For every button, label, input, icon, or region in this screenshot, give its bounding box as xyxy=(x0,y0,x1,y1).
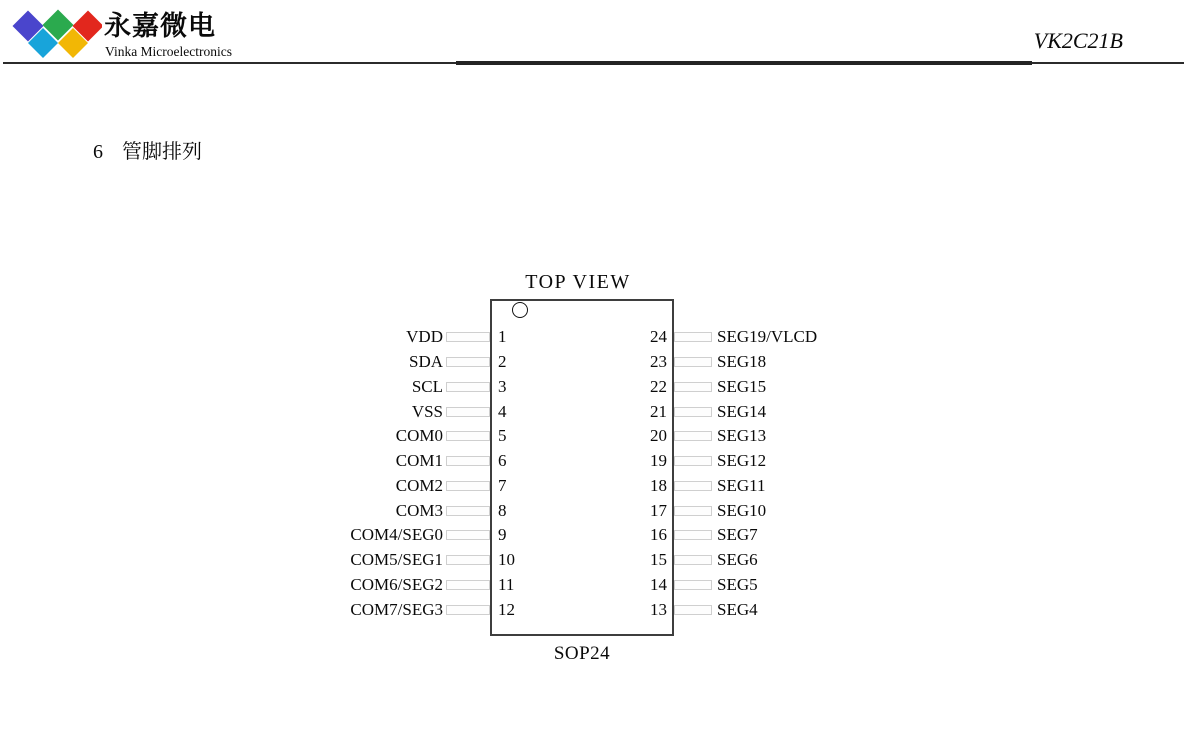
pin-label-right: SEG10 xyxy=(717,500,767,520)
pin-pad-right xyxy=(674,456,712,466)
pin-label-right: SEG12 xyxy=(717,451,767,471)
pin-label-left: VSS xyxy=(411,401,443,421)
pin-label-right: SEG5 xyxy=(717,574,758,594)
pin-number-left: 1 xyxy=(498,327,507,347)
pin-label-left: COM2 xyxy=(395,475,443,495)
pin-pad-left xyxy=(446,456,490,466)
pin-pad-left xyxy=(446,555,490,565)
pin-label-left: COM3 xyxy=(395,500,443,520)
pin-label-right: SEG14 xyxy=(717,401,767,421)
section-title: 管脚排列 xyxy=(122,139,202,163)
pin-pad-right xyxy=(674,357,712,367)
pin1-indicator-circle xyxy=(512,302,528,318)
pin-label-right: SEG19/VLCD xyxy=(717,327,818,347)
pin-label-right: SEG6 xyxy=(717,550,758,570)
pin-pad-right xyxy=(674,481,712,491)
pin-label-right: SEG4 xyxy=(717,599,758,619)
pin-label-left: VDD xyxy=(406,327,443,347)
pin-pad-right xyxy=(674,382,712,392)
pin-row xyxy=(250,523,862,548)
pin-number-left: 9 xyxy=(498,525,507,545)
pin-pad-right xyxy=(674,580,712,590)
pin-number-left: 5 xyxy=(498,426,507,446)
pin-label-left: COM0 xyxy=(395,426,443,446)
pin-label-right: SEG7 xyxy=(717,525,758,545)
pin-number-left: 3 xyxy=(498,376,507,396)
section-number: 6 xyxy=(93,141,103,163)
pin-row xyxy=(250,548,862,573)
pin-number-right: 24 xyxy=(650,327,667,347)
pin-pad-right xyxy=(674,605,712,615)
pin-number-right: 22 xyxy=(650,376,667,396)
section-heading xyxy=(93,135,202,164)
pin-row xyxy=(250,474,862,499)
pin-pad-left xyxy=(446,530,490,540)
pin-pad-right xyxy=(674,407,712,417)
pin-number-right: 13 xyxy=(650,599,667,619)
package-label: SOP24 xyxy=(553,643,611,664)
pin-row xyxy=(250,597,862,622)
pin-row xyxy=(250,399,862,424)
pin-number-right: 20 xyxy=(650,426,667,446)
pin-number-left: 10 xyxy=(498,550,515,570)
part-number: VK2C21B xyxy=(1033,28,1123,53)
pin-number-left: 8 xyxy=(498,500,507,520)
pin-pad-right xyxy=(674,431,712,441)
pin-pad-left xyxy=(446,431,490,441)
pin-row xyxy=(250,375,862,400)
pin-number-right: 15 xyxy=(650,550,667,570)
pin-pad-right xyxy=(674,530,712,540)
pin-row xyxy=(250,449,862,474)
pin-pad-left xyxy=(446,407,490,417)
pin-number-left: 12 xyxy=(498,599,515,619)
pin-number-right: 18 xyxy=(650,475,667,495)
pin-row xyxy=(250,424,862,449)
pin-label-right: SEG11 xyxy=(717,475,766,495)
pin-label-left: COM5/SEG1 xyxy=(350,550,443,570)
pin-number-right: 21 xyxy=(650,401,667,421)
pin-pad-left xyxy=(446,580,490,590)
pin-number-left: 2 xyxy=(498,352,507,372)
company-name-chinese: 永嘉微电 xyxy=(104,11,216,42)
pin-pad-left xyxy=(446,481,490,491)
pin-pad-right xyxy=(674,555,712,565)
header-rule-thick-segment xyxy=(456,61,1032,65)
pin-label-left: SCL xyxy=(411,376,443,396)
company-logo xyxy=(6,7,102,61)
pin-pad-left xyxy=(446,382,490,392)
pin-pad-left xyxy=(446,506,490,516)
pin-pad-right xyxy=(674,506,712,516)
company-name-english: Vinka Microelectronics xyxy=(105,44,233,59)
top-view-label: TOP VIEW xyxy=(525,271,631,293)
pin-row xyxy=(250,325,862,350)
pin-row xyxy=(250,498,862,523)
pin-pad-left xyxy=(446,605,490,615)
pin-pad-left xyxy=(446,357,490,367)
pin-pad-left xyxy=(446,332,490,342)
pin-number-right: 14 xyxy=(650,574,667,594)
pin-number-right: 23 xyxy=(650,352,667,372)
pin-label-left: SDA xyxy=(408,352,443,372)
pin-number-left: 11 xyxy=(498,574,515,594)
pin-pad-right xyxy=(674,332,712,342)
pin-rows xyxy=(250,325,862,622)
pin-number-right: 19 xyxy=(650,451,667,471)
pin-label-left: COM7/SEG3 xyxy=(350,599,443,619)
pin-number-left: 6 xyxy=(498,451,507,471)
pin-number-left: 4 xyxy=(498,401,507,421)
pin-label-left: COM6/SEG2 xyxy=(350,574,443,594)
pin-number-right: 17 xyxy=(650,500,667,520)
pin-label-left: COM4/SEG0 xyxy=(350,525,443,545)
pin-label-right: SEG13 xyxy=(717,426,767,446)
pin-label-left: COM1 xyxy=(395,451,443,471)
pin-label-right: SEG15 xyxy=(717,376,767,396)
pin-number-left: 7 xyxy=(498,475,507,495)
pin-row xyxy=(250,350,862,375)
pin-row xyxy=(250,573,862,598)
pin-label-right: SEG18 xyxy=(717,352,767,372)
pin-number-right: 16 xyxy=(650,525,667,545)
